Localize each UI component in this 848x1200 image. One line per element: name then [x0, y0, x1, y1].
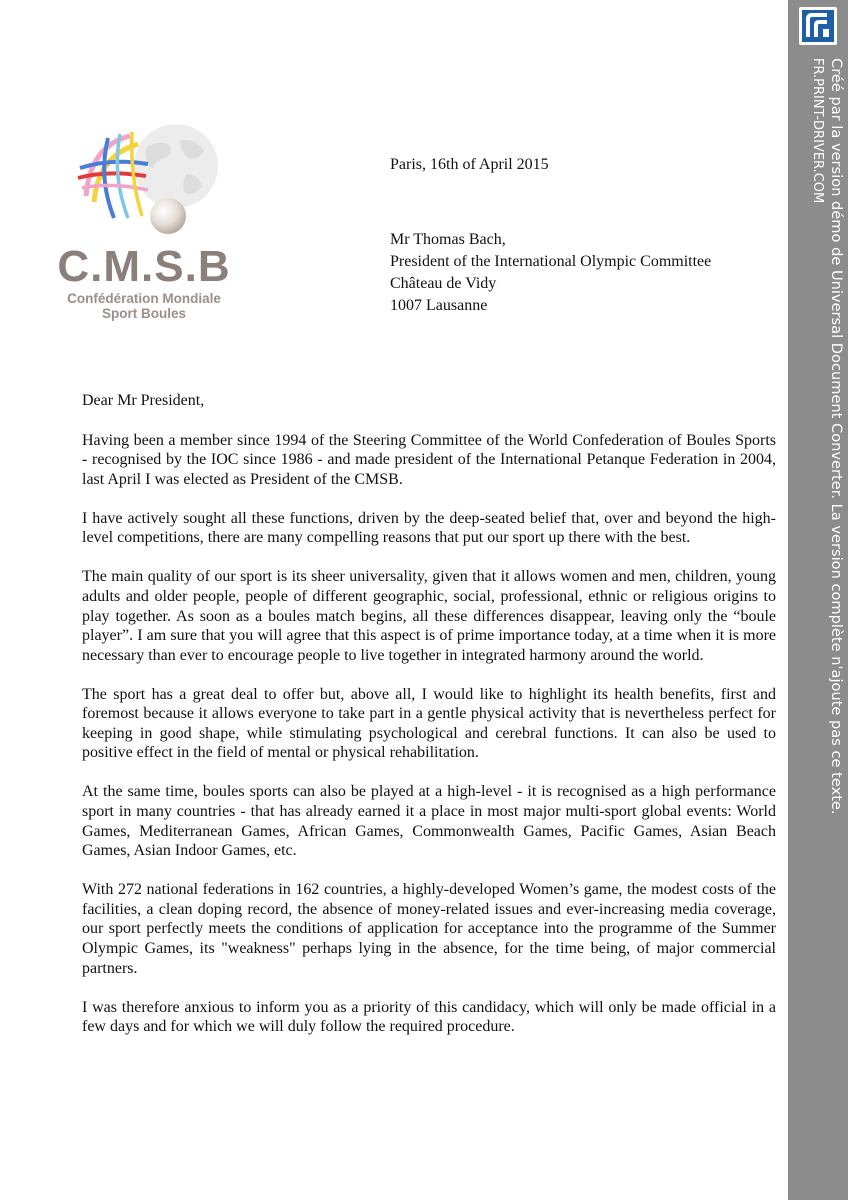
recipient-city: 1007 Lausanne: [390, 297, 488, 314]
letter-paragraph: With 272 national federations in 162 countries, a highly-developed Women’s game, the modest costs of the facilities, a clean doping record, the absence of money-related issues and ever-increasing media coverage, our sport perfectly meets the conditions of application for acceptance into the programme of the Summer Olympic Games, its "weakness" perhaps lying in the absence, for the time being, of major commercial partners.: [82, 881, 776, 977]
letter-greeting: Dear Mr President,: [82, 392, 205, 409]
letter-paragraph: At the same time, boules sports can also be played at a high-level - it is recognised as a high performance sport in many countries - that has already earned it a place in most major multi-sport global events: World Games, Mediterranean Games, African Games, Commonwealth Games, Pacific Games, Asian Beach Games, Asian Indoor Games, etc.: [82, 783, 776, 860]
watermark-line2: FR.PRINT-DRIVER.COM: [810, 58, 825, 204]
watermark-line1: Créé par la version démo de Universal Document Converter. La version complète n'ajoute pas ce texte.: [828, 58, 845, 815]
logo-letters: C.M.S.B: [57, 242, 231, 291]
letter-paragraph: Having been a member since 1994 of the Steering Committee of the World Confederation of Boules Sports - recognised by the IOC since 1986 - and made president of the International Petanque Federation in 2004, last April I was elected as President of the CMSB.: [82, 431, 776, 488]
letter-paragraph: The main quality of our sport is its sheer universality, given that it allows women and men, children, young adults and older people, people of different geographic, social, professional, ethnic or religious origins to play together. As soon as a boules match begins, all these differences disappear, leaving only the “boule player”. I am sure that you will agree that this aspect is of prime importance today, at a time when it is more necessary than ever to encourage people to live together in integrated harmony around the world.: [82, 568, 776, 664]
logo-subtitle-line1: Confédération Mondiale: [67, 291, 221, 306]
converter-logo-icon: [799, 7, 837, 45]
logo-subtitle-line2: Sport Boules: [101, 306, 186, 321]
letter-paragraph: I have actively sought all these functions, driven by the deep-seated belief that, over and beyond the high-level competitions, there are many compelling reasons that put our sport up there with the best.: [82, 509, 776, 547]
watermark-text: [808, 58, 846, 815]
globe-logo-icon: [68, 118, 228, 240]
recipient-title: President of the International Olympic Committee: [390, 253, 712, 270]
letter-date: Paris, 16th of April 2015: [390, 156, 549, 173]
recipient-street: Château de Vidy: [390, 275, 497, 292]
document-converter-icon: [799, 7, 837, 45]
letter-paragraph: I was therefore anxious to inform you as a priority of this candidacy, which will only be made official in a few days and for which we will duly follow the required procedure.: [82, 998, 776, 1036]
recipient-name: Mr Thomas Bach,: [390, 231, 506, 248]
letter-paragraph: The sport has a great deal to offer but, above all, I would like to highlight its health benefits, first and foremost because it allows everyone to take part in a gentle physical activity that is nevertheless perfect for keeping in good shape, while stimulating psychological and cerebral functions. It can also be used to positive effect in the field of mental or physical rehabilitation.: [82, 685, 776, 762]
cmsb-logo: [56, 118, 236, 321]
recipient-address: [390, 229, 711, 317]
letter-body: [82, 391, 776, 1056]
